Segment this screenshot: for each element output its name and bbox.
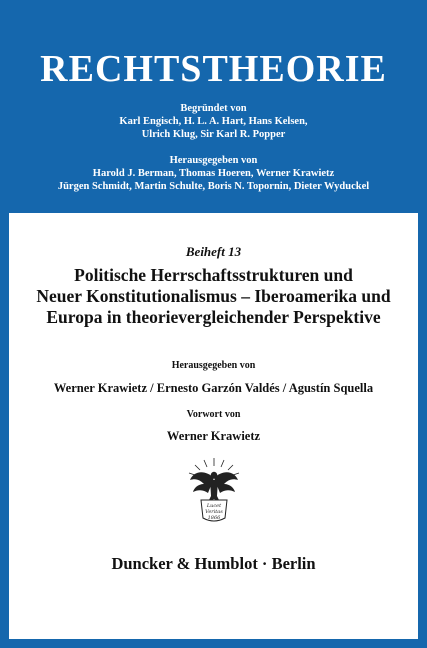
- foreword-author: Werner Krawietz: [166, 429, 261, 443]
- logo-text: 1866: [207, 515, 221, 521]
- supplement-number: Beiheft 13: [185, 244, 242, 259]
- founders-line: Karl Engisch, H. L. A. Hart, Hans Kelsen,: [119, 116, 308, 127]
- founders-block: [0, 102, 427, 141]
- book-editors-label: Herausgegeben von: [171, 360, 256, 371]
- series-title: RECHTSTHEORIE: [40, 48, 387, 90]
- founders-label: Begründet von: [180, 103, 247, 114]
- publisher-eagle-logo-icon: [184, 456, 244, 526]
- founders-line: Ulrich Klug, Sir Karl R. Popper: [141, 129, 286, 140]
- book-title: [9, 265, 418, 328]
- publisher-name: Duncker & Humblot · Berlin: [111, 554, 316, 573]
- foreword-label: Vorwort von: [186, 409, 241, 420]
- series-editors-line: Harold J. Berman, Thomas Hoeren, Werner Krawietz: [92, 168, 335, 179]
- logo-text: Veritas: [205, 509, 223, 515]
- title-panel: [9, 213, 418, 639]
- series-editors-line: Jürgen Schmidt, Martin Schulte, Boris N. Topornin, Dieter Wyduckel: [57, 181, 370, 192]
- series-editors-label: Herausgegeben von: [169, 155, 258, 166]
- series-editors-block: [0, 154, 427, 193]
- book-title-line: Neuer Konstitutionalismus – Iberoamerika und: [36, 286, 391, 306]
- series-header: [0, 0, 427, 213]
- logo-text: Lucet: [206, 503, 222, 509]
- book-title-line: Politische Herrschaftsstrukturen und: [74, 265, 353, 285]
- book-editors: Werner Krawietz / Ernesto Garzón Valdés / Agustín Squella: [53, 381, 374, 395]
- book-title-line: Europa in theorievergleichender Perspektive: [46, 307, 381, 327]
